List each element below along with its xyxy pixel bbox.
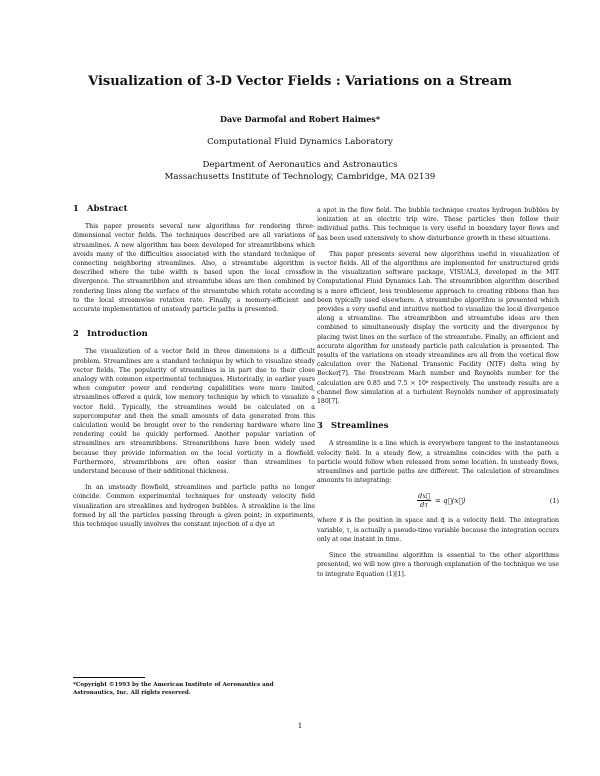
streamline-paragraph: A streamline is a line which is everywhere tangent to the instantaneous velocity field. In a steady flow, a streamline coincides with the path a particle would follow when released from some location. In unsteady flows, streamlines and particle paths are different. The calculation of streamlines amounts to integrating: — [317, 440, 559, 485]
body-paragraph: a spot in the flow field. The bubble technique creates hydrogen bubbles by ionization at an electric trip wire. These particles then follow their individual paths. This technique is very useful in boundary layer flows and has been used extensively to show disturbance growth in these situations. — [317, 207, 559, 242]
right-column — [317, 206, 559, 586]
affiliation-dept — [0, 159, 600, 183]
equation-numerator: dx⃗ — [417, 492, 431, 501]
intro-paragraph: In an unsteady flowfield, streamlines and particle paths no longer coincide. Common experimental techniques for unsteady velocity field visualization are streaklines and hydrogen bubbles. A streakline is the line formed by all the particles passing through a given point; in experiments, this technique usually involves the constant injection of a dye at — [73, 484, 315, 529]
dept-line: Department of Aeronautics and Astronautics — [202, 160, 398, 170]
equation-number: (1) — [549, 497, 559, 506]
section-heading-streamlines — [317, 421, 559, 430]
footnote-rule — [73, 677, 145, 678]
affiliation-lab: Computational Fluid Dynamics Laboratory — [207, 137, 393, 147]
section-heading-introduction — [73, 329, 315, 338]
streamline-paragraph: where x⃗ is the position in space and q⃗ is a velocity field. The integration variable, τ, is actually a pseudo-time variable because the integration occurs only at one instant in time. — [317, 517, 559, 543]
institute-line: Massachusetts Institute of Technology, Cambridge, MA 02139 — [164, 172, 436, 182]
section-number: 2 — [73, 328, 79, 339]
section-number: 3 — [317, 420, 323, 431]
equation-rhs: = q⃗(x⃗) — [435, 497, 466, 506]
section-title: Abstract — [87, 203, 128, 213]
equation-1 — [317, 492, 559, 512]
abstract-paragraph: This paper presents several new algorithms for rendering three-dimensional vector fields. The techniques described are all variations of streamlines. A new algorithm has been developed for streamribbons which avoids many of the difficulties associated with the standard technique of connecting neighboring streamlines. Also, a streamtube algorithm is described where the tube width is based upon the local crossflow divergence. The streamribbon and streamtube ideas are then combined by rendering lines along the surface of the streamtube which rotate according to the local streamwise rotation rate. Finally, a memory-efficient and accurate implementation of unsteady particle paths is presented. — [73, 223, 315, 314]
left-column — [73, 204, 315, 536]
page-number: 1 — [297, 722, 303, 730]
paper-title: Visualization of 3-D Vector Fields : Variations on a Stream — [88, 74, 512, 89]
equation-fraction — [417, 492, 431, 509]
equation-denominator: dτ — [419, 501, 429, 510]
copyright-footnote: *Copyright ©1993 by the American Institute of Aeronautics and Astronautics, Inc. All rights reserved. — [73, 682, 274, 696]
section-title: Introduction — [87, 328, 148, 339]
authors: Dave Darmofal and Robert Haimes* — [220, 114, 380, 124]
streamline-paragraph: Since the streamline algorithm is essential to the other algorithms presented, we will now give a thorough explanation of the technique we use to integrate Equation (1)[1]. — [317, 552, 559, 578]
section-title: Streamlines — [331, 420, 389, 431]
section-heading-abstract — [73, 204, 315, 213]
body-paragraph: This paper presents several new algorithms useful in visualization of vector fields. All of the algorithms are implemented for unstructured grids in the visualization software package, VISUAL3, developed in the MIT Computational Fluid Dynamics Lab. The streamribbon algorithm described is a more efficient, less troublesome approach to creating ribbons than has been typically used elsewhere. A streamtube algorithm is presented which provides a very useful and intuitive method to visualize the local divergence along a streamline. The streamribbon and streamtube ideas are then combined to simultaneously display the vorticity and the divergence by placing twist lines on the surface of the streamtube. Finally, an efficient and accurate algorithm for unsteady particle path calculation is presented. The results of the variations on steady streamlines are all from the vortical flow calculation over the National Transonic Facility (NTF) delta wing by Becker[7]. The freestream Mach number and Reynolds number for the calculation are 0.85 and 7.5 × 10⁶ respectively. The unsteady results are a channel flow simulation at a turbulent Reynolds number of approximately 180[7]. — [317, 250, 559, 406]
section-number: 1 — [73, 203, 79, 213]
intro-paragraph: The visualization of a vector field in three dimensions is a difficult problem. Streamlines are a standard technique by which to visualize steady vector fields. The popularity of streamlines is in part due to their close analogy with common experimental techniques. Historically, in earlier years when computer power and rendering capabilities were more limited, streamlines offered a quick, low memory technique by which to visualize a vector field. Typically, the streamlines would be calculated on a supercomputer and then the small amounts of data generated from this calculation would be brought over to the rendering hardware where line rendering could be quickly performed. Another popular variation of streamlines are streamribbons. Streamribbons have been widely used because they provide information on the local vorticity in a flowfield. Furthermore, streamribbons are often easier than streamlines to understand because of their additional thickness. — [73, 348, 315, 476]
